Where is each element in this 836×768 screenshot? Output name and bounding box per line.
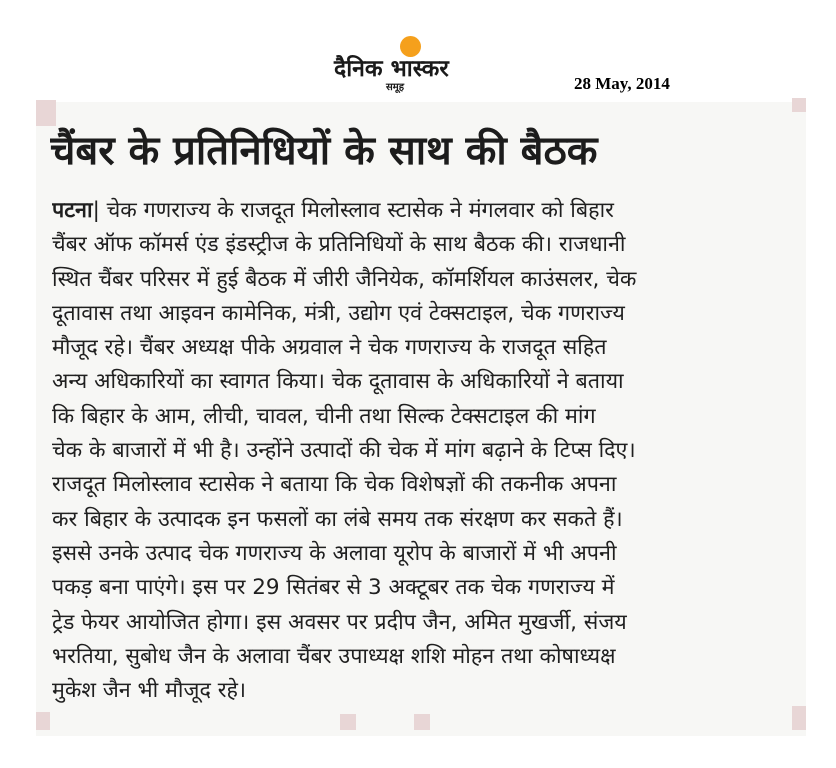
clipping-corner-mark [414,714,430,730]
article-line: कि बिहार के आम, लीची, चावल, चीनी तथा सिल्क टेक्सटाइल की मांग [52,403,596,429]
article-line [52,194,792,228]
publication-date: 28 May, 2014 [574,74,670,93]
clipping-corner-mark [792,706,806,730]
article-first-line-text: | चेक गणराज्य के राजदूत मिलोस्लाव स्टासेक ने मंगलवार को बिहार [92,198,614,223]
article-line: अन्य अधिकारियों का स्वागत किया। चेक दूतावास के अधिकारियों ने बताया [52,369,624,395]
article-line: ट्रेड फेयर आयोजित होगा। इस अवसर पर प्रदीप जैन, अमित मुखर्जी, संजय [52,609,627,635]
article-line: दूतावास तथा आइवन कामेनिक, मंत्री, उद्योग एवं टेक्सटाइल, चेक गणराज्य [52,300,625,326]
newspaper-name: दैनिक भास्कर [334,56,449,82]
article-line: चैंबर ऑफ कॉमर्स एंड इंडस्ट्रीज के प्रतिनिधियों के साथ बैठक की। राजधानी [52,232,626,258]
article-line: पकड़ बना पाएंगे। इस पर 29 सितंबर से 3 अक्टूबर तक चेक गणराज्य में [52,575,615,601]
clipping-corner-mark [340,714,356,730]
article-line: भरतिया, सुबोध जैन के अलावा चैंबर उपाध्यक्ष शशि मोहन तथा कोषाध्यक्ष [52,643,616,669]
clipping-corner-mark [792,98,806,112]
sun-icon [400,36,421,57]
article-body [52,194,792,708]
article-line: मुकेश जैन भी मौजूद रहे। [52,678,247,704]
article-line: इससे उनके उत्पाद चेक गणराज्य के अलावा यूरोप के बाजारों में भी अपनी [52,540,617,566]
newspaper-group-label: समूह [386,82,405,93]
article-line: स्थित चैंबर परिसर में हुई बैठक में जीरी जैनियेक, कॉमर्शियल काउंसलर, चेक [52,266,637,292]
article-headline: चैंबर के प्रतिनिधियों के साथ की बैठक [50,128,598,174]
article-dateline: पटना [52,198,93,223]
newspaper-logo [330,34,500,96]
article-line: कर बिहार के उत्पादक इन फसलों का लंबे समय तक संरक्षण कर सकते हैं। [52,506,623,532]
clipping-corner-mark [36,712,50,730]
article-line: मौजूद रहे। चैंबर अध्यक्ष पीके अग्रवाल ने चेक गणराज्य के राजदूत सहित [52,335,607,361]
article-line: राजदूत मिलोस्लाव स्टासेक ने बताया कि चेक विशेषज्ञों की तकनीक अपना [52,472,617,498]
article-line: चेक के बाजारों में भी है। उन्होंने उत्पादों की चेक में मांग बढ़ाने के टिप्स दिए। [52,438,636,464]
